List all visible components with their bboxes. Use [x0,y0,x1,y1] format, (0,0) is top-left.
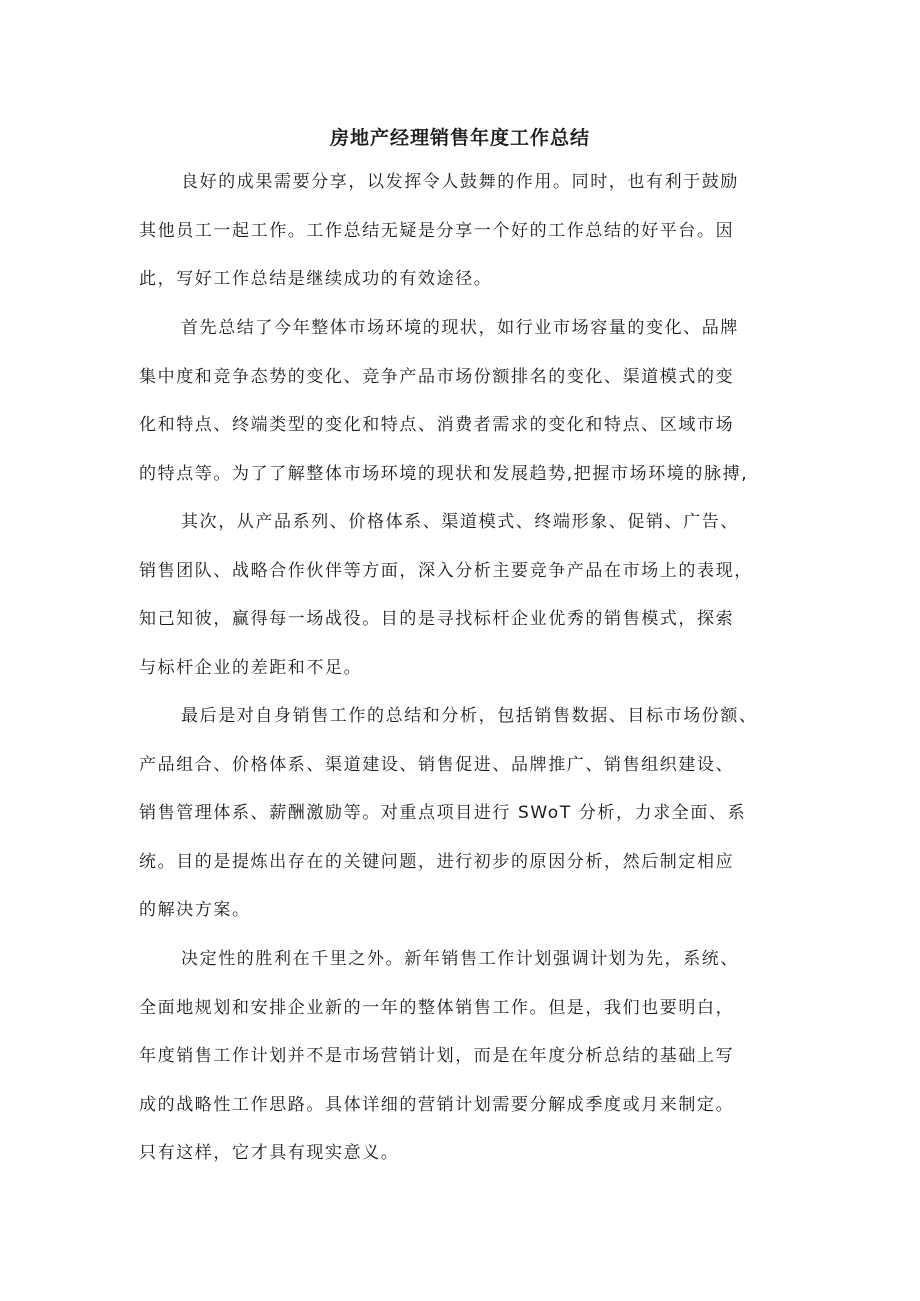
paragraph-line: 此，写好工作总结是继续成功的有效途径。 [139,269,493,289]
paragraph-3 [139,498,799,692]
document-title: 房地产经理销售年度工作总结 [329,127,590,149]
paragraph-line: 统。目的是提炼出存在的关键问题，进行初步的原因分析，然后制定相应 [139,851,735,872]
paragraph-2 [139,304,799,498]
paragraph-line: 其他员工一起工作。工作总结无疑是分享一个好的工作总结的好平台。因 [139,220,735,241]
paragraph-1 [139,158,799,304]
paragraph-line: 产品组合、价格体系、渠道建设、销售促进、品牌推广、销售组织建设、 [139,754,735,775]
paragraph-line: 只有这样，它才具有现实意义。 [139,1143,400,1163]
paragraph-line: 集中度和竞争态势的变化、竞争产品市场份额排名的变化、渠道模式的变 [139,366,735,387]
paragraph-line: 的解决方案。 [139,900,251,920]
paragraph-line: 销售管理体系、薪酬激励等。对重点项目进行 SWoT 分析，力求全面、系 [139,803,747,823]
paragraph-line: 销售团队、战略合作伙伴等方面，深入分析主要竞争产品在市场上的表现， [139,560,753,581]
paragraph-line: 全面地规划和安排企业新的一年的整体销售工作。但是，我们也要明白， [139,997,735,1018]
paragraph-line: 化和特点、终端类型的变化和特点、消费者需求的变化和特点、区域市场 [139,415,735,435]
paragraph-4 [139,692,799,935]
paragraph-line: 知己知彼，赢得每一场战役。目的是寻找标杆企业优秀的销售模式，探索 [139,609,735,629]
paragraph-line: 成的战略性工作思路。具体详细的营销计划需要分解成季度或月来制定。 [139,1094,735,1115]
paragraph-line: 的特点等。为了了解整体市场环境的现状和发展趋势,把握市场环境的脉搏, [139,463,749,484]
paragraph-line: 最后是对自身销售工作的总结和分析，包括销售数据、目标市场份额、 [181,706,758,726]
paragraph-line: 与标杆企业的差距和不足。 [139,657,363,678]
paragraph-line: 首先总结了今年整体市场环境的现状，如行业市场容量的变化、品牌 [181,318,739,338]
paragraph-line: 其次，从产品系列、价格体系、渠道模式、终端形象、促销、广告、 [181,512,739,532]
paragraph-line: 决定性的胜利在千里之外。新年销售工作计划强调计划为先，系统、 [181,949,739,969]
paragraph-5 [139,935,799,1178]
paragraph-line: 良好的成果需要分享，以发挥令人鼓舞的作用。同时，也有利于鼓励 [181,172,739,192]
paragraph-line: 年度销售工作计划并不是市场营销计划，而是在年度分析总结的基础上写 [139,1046,735,1066]
